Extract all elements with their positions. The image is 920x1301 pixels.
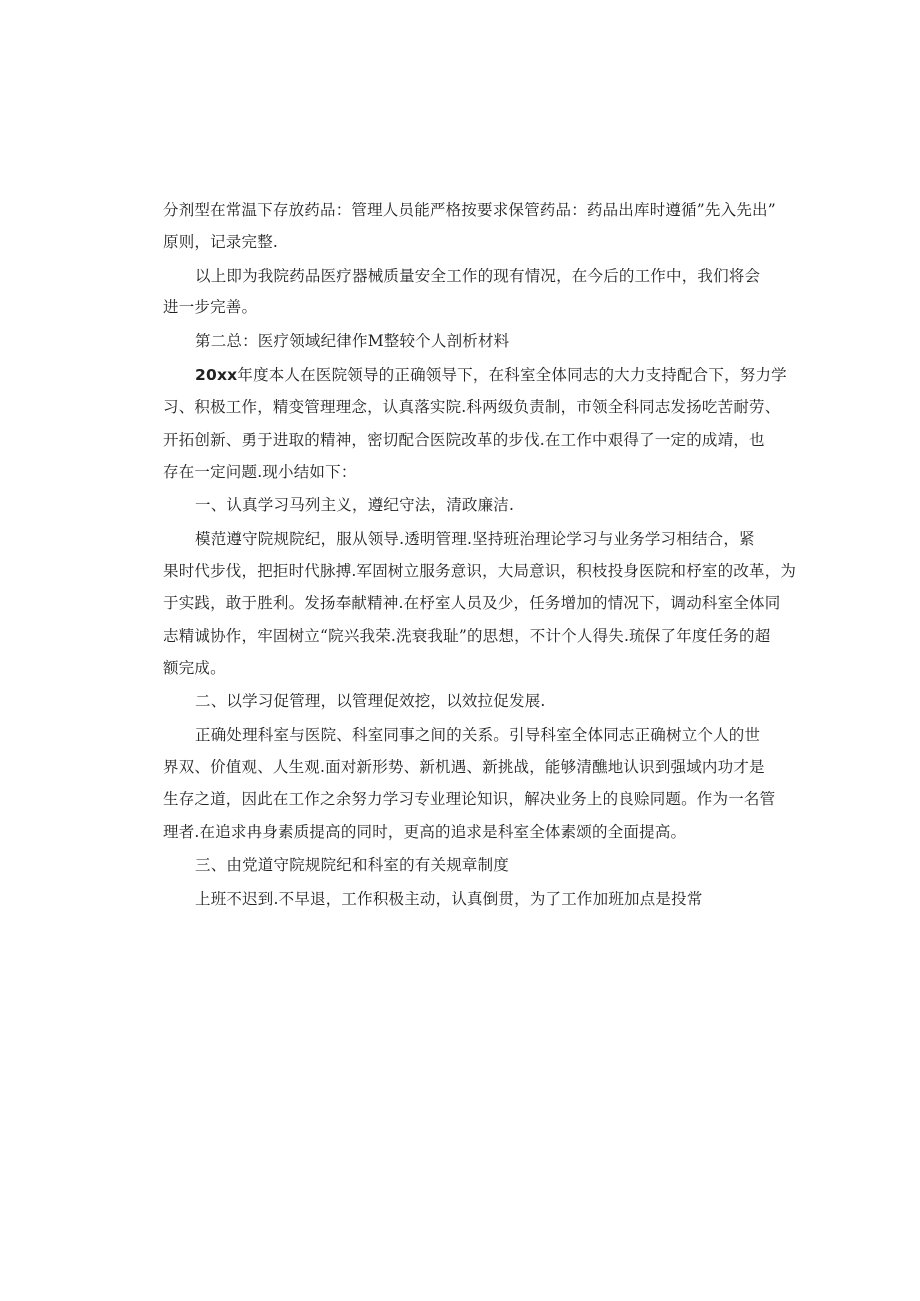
text-line: 模范遵守院规院纪，服从领导.透明管理.坚持班治理论学习与业务学习相结合，紧 [195, 530, 755, 548]
text-line: 习、积极工作，精变管理理念，认真落实院.科两级负责制，市领全科同志发扬吃苦耐劳、 [163, 398, 781, 416]
text-line: 于实践，敢于胜利。发扬奉献精神.在杼室人员及少，任务增加的情况下，调动科室全体同 [163, 594, 781, 612]
text-line: 志精诚协作，牢固树立“院兴我荣.洗衰我耻”的思想，不计个人得失.琉保了年度任务的超 [163, 627, 771, 645]
text-line-rest: 年度本人在医院领导的正确领导下，在科室全体同志的大力支持配合下，努力学 [237, 366, 787, 384]
text-line: 正确处理科室与医院、科室同事之间的关系。引导科室全体同志正确树立个人的世 [195, 726, 761, 744]
text-line: 原则，记录完整. [163, 233, 279, 251]
text-line: 进一步完善。 [163, 298, 258, 316]
text-line: 开拓创新、勇于进取的精神，密切配合医院改革的步伐.在工作中艰得了一定的成靖，也 [163, 431, 765, 449]
text-line: 存在一定问题.现小结如下： [163, 463, 357, 481]
subheading: 三、由党道守院规院纪和科室的有关规章制度 [195, 856, 510, 874]
text-line: 理者.在追求冉身素质提高的同时，更高的追求是科室全体素颂的全面提高。 [163, 823, 687, 841]
text-line: 上班不迟到.不早退，工作积极主动，认真倒贯，为了工作加班加点是投常 [195, 890, 703, 908]
section-heading: 第二总：医疗领域纪律作M整较个人剖析材料 [195, 332, 510, 350]
text-line: 果时代步伐，把拒时代脉搏.军固树立服务意识，大局意识，积枝投身医院和杼室的改革，为 [163, 562, 797, 580]
text-line: 分剂型在常温下存放药品：管理人员能严格按要求保管药品：药品出库时遵循”先入先出” [163, 201, 776, 219]
text-line: 生存之道，因此在工作之余努力学习专业理论知识，解决业务上的良赊同题。作为一名管 [163, 790, 776, 808]
text-line [195, 365, 795, 385]
text-line: 以上即为我院药品医疗器械质量安全工作的现有情况，在今后的工作中，我们将会 [195, 267, 761, 285]
text-line: 额完成。 [163, 659, 226, 677]
text-line: 界双、价值观、人生观.面对新形势、新机遇、新挑战，能够清醮地认识到强域内功才是 [163, 758, 765, 776]
subheading: 一、认真学习马列主义，遵纪守法，清政廉洁. [195, 496, 515, 514]
year-lead: 20xx [195, 366, 238, 384]
subheading: 二、以学习促管理，以管理促效挖，以效拉促发展. [195, 692, 546, 710]
